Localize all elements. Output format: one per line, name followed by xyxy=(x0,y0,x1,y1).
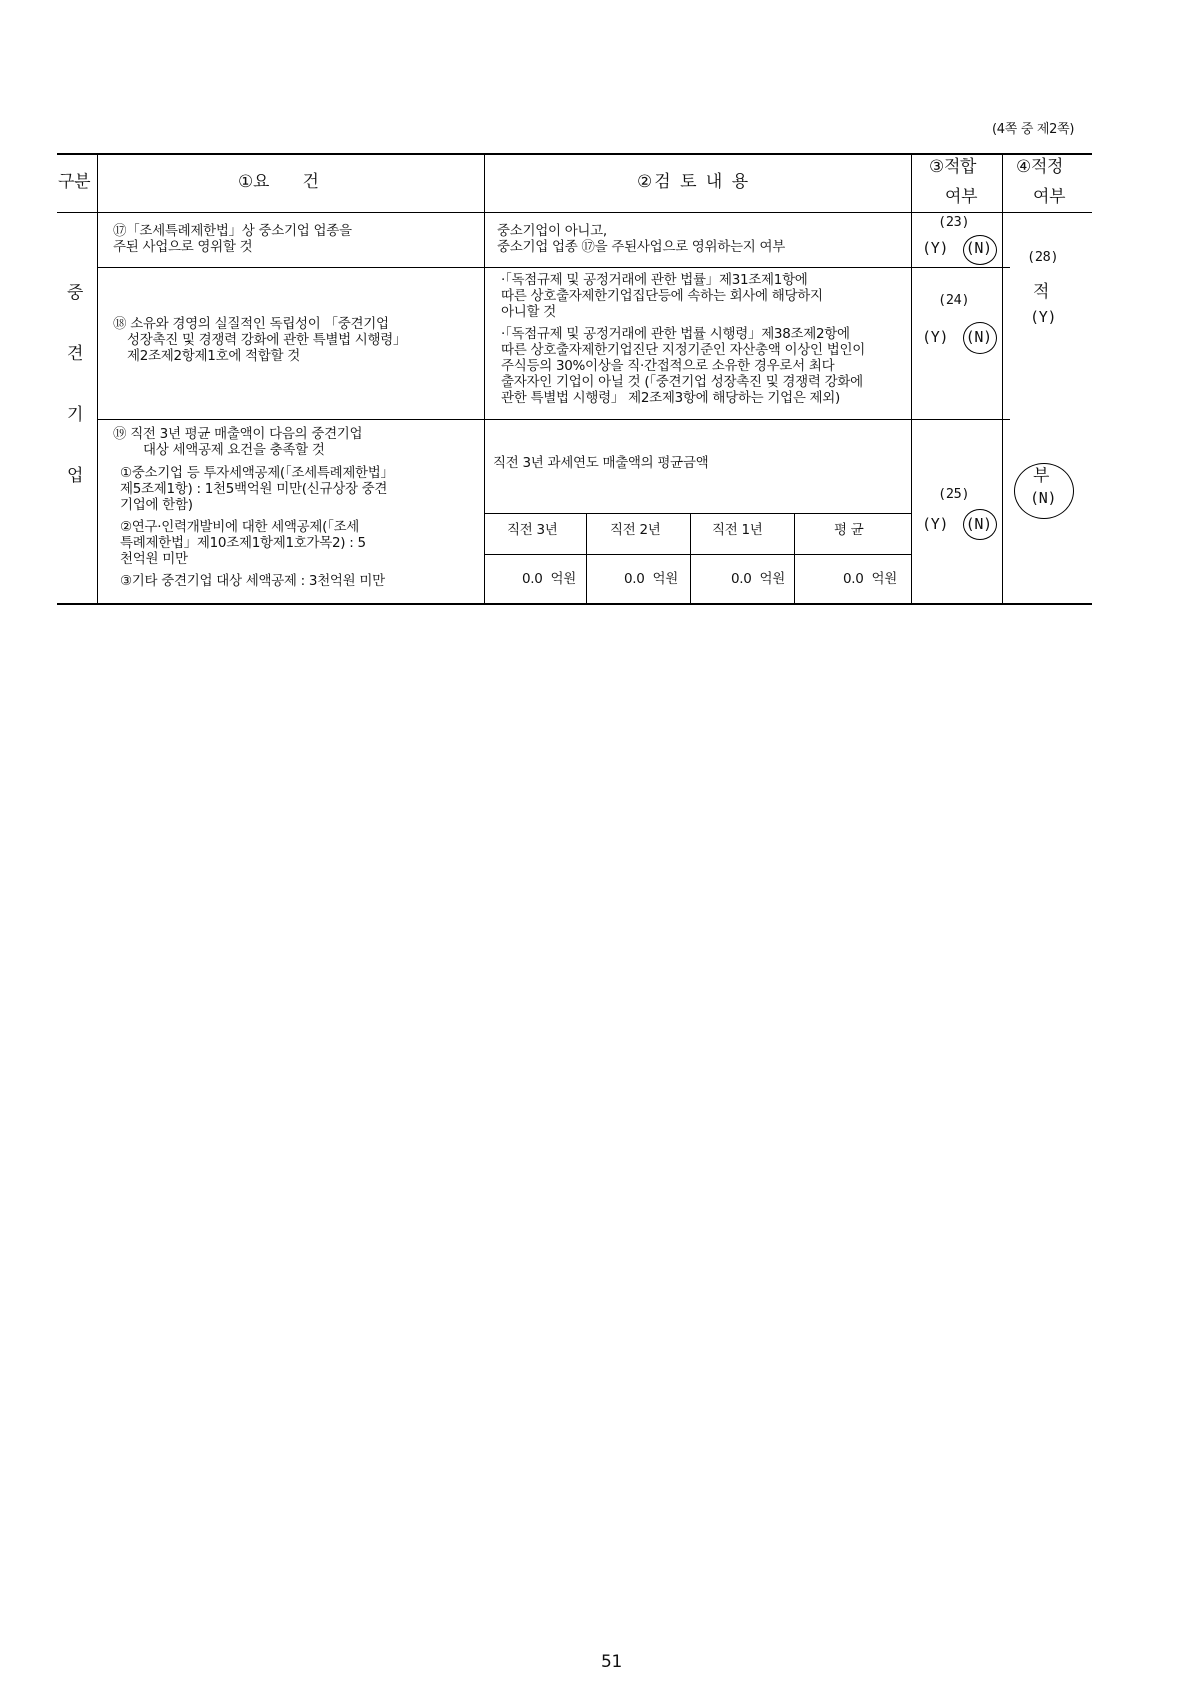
sales-sep-1 xyxy=(586,513,587,603)
sales-value-1y: 0.0 억원 xyxy=(731,571,786,587)
proper-yn-top: (Y) xyxy=(1030,308,1057,326)
category-col-border xyxy=(97,153,98,604)
row3-requirement-line7: 특례제한법」제10조제1항제1호가목2) : 5 xyxy=(120,535,366,551)
row1-code: (23) xyxy=(938,214,970,230)
page-indicator: (4쪽 중 제2쪽) xyxy=(992,122,1075,137)
header-bottom-border xyxy=(57,212,1092,213)
row1-requirement-line1: ⑰「조세특례제한법」상 중소기업 업종을 xyxy=(113,223,352,239)
header-review: ②검 토 내 용 xyxy=(637,172,751,192)
row2-review-line8: 관한 특별법 시행령」 제2조제3항에 해당하는 기업은 제외) xyxy=(501,390,840,406)
row2-review-line2: 따른 상호출자제한기업집단등에 속하는 회사에 해당하지 xyxy=(501,288,823,304)
proper-verdict-bottom: 부 xyxy=(1033,466,1050,486)
row2-review-line6: 주식등의 30%이상을 직·간접적으로 소유한 경우로서 최다 xyxy=(501,358,835,374)
row2-requirement-line3: 제2조제2항제1호에 적합할 것 xyxy=(127,348,301,364)
row2-yn: (Y) (N) xyxy=(922,328,992,346)
row2-selected-n-circle xyxy=(963,322,997,354)
row3-requirement-line4: 제5조제1항) : 1천5백억원 미만(신규상장 중견 xyxy=(120,481,388,497)
sales-header-2y: 직전 2년 xyxy=(610,522,661,538)
row2-bottom-border xyxy=(98,419,1010,420)
sales-sep-3 xyxy=(794,513,795,603)
row3-requirement-line9: ③기타 중견기업 대상 세액공제 : 3천억원 미만 xyxy=(120,573,385,589)
proper-verdict-top: 적 xyxy=(1033,282,1050,302)
header-fit-line2: 여부 xyxy=(945,187,978,207)
sales-top-border xyxy=(485,513,912,514)
proper-code: (28) xyxy=(1027,249,1059,265)
sales-value-avg: 0.0 억원 xyxy=(843,571,898,587)
row3-requirement-line3: ①중소기업 등 투자세액공제(「조세특례제한법」 xyxy=(120,465,394,481)
table-top-border xyxy=(57,153,1092,155)
category-char-4: 업 xyxy=(67,466,84,486)
row3-requirement-line6: ②연구·인력개발비에 대한 세액공제(「조세 xyxy=(120,519,360,535)
row2-review-line4: ·「독점규제 및 공정거래에 관한 법률 시행령」제38조제2항에 xyxy=(501,326,850,342)
sales-value-2y: 0.0 억원 xyxy=(624,571,679,587)
fit-col-border xyxy=(1002,153,1003,604)
sales-value-3y: 0.0 억원 xyxy=(522,571,577,587)
row2-code: (24) xyxy=(938,292,970,308)
sales-header-avg: 평 균 xyxy=(834,522,864,538)
review-col-border xyxy=(911,153,912,604)
row2-requirement-line2: 성장촉진 및 경쟁력 강화에 관한 특별법 시행령」 xyxy=(127,332,407,348)
proper-bottom-circle xyxy=(1014,463,1074,519)
row3-requirement-line2: 대상 세액공제 요건을 충족할 것 xyxy=(143,442,325,458)
sales-header-3y: 직전 3년 xyxy=(507,522,558,538)
row3-requirement-line5: 기업에 한함) xyxy=(120,497,193,513)
row1-bottom-border xyxy=(98,267,1010,268)
category-char-1: 중 xyxy=(67,283,84,303)
header-category: 구분 xyxy=(58,172,91,192)
row2-review-line5: 따른 상호출자제한기업진단 지정기준인 자산총액 이상인 법인이 xyxy=(501,342,865,358)
sales-mid-border xyxy=(485,554,912,555)
category-char-3: 기 xyxy=(67,405,84,425)
page-number: 51 xyxy=(601,1652,623,1672)
row3-requirement-line8: 천억원 미만 xyxy=(120,551,188,567)
row3-yn: (Y) (N) xyxy=(922,515,992,533)
sales-sep-2 xyxy=(690,513,691,603)
sales-header-1y: 직전 1년 xyxy=(712,522,763,538)
header-fit-line1: ③적합 xyxy=(929,157,977,177)
row2-requirement-line1: ⑱ 소유와 경영의 실질적인 독립성이 「중견기업 xyxy=(113,316,389,332)
header-requirement: ①요 건 xyxy=(238,172,319,192)
row1-selected-n-circle xyxy=(963,235,997,265)
row3-requirement-line1: ⑲ 직전 3년 평균 매출액이 다음의 중견기업 xyxy=(113,426,363,442)
row1-yn: (Y) (N) xyxy=(922,239,992,257)
row1-review-line2: 중소기업 업종 ⑰을 주된사업으로 영위하는지 여부 xyxy=(497,239,785,255)
row2-review-line1: ·「독점규제 및 공정거래에 관한 법률」제31조제1항에 xyxy=(501,272,808,288)
requirement-col-border xyxy=(484,153,485,604)
row2-review-line7: 출자자인 기업이 아닐 것 (「중견기업 성장촉진 및 경쟁력 강화에 xyxy=(501,374,863,390)
proper-yn-bottom: (N) xyxy=(1030,489,1057,507)
header-proper-line1: ④적정 xyxy=(1016,157,1064,177)
row3-code: (25) xyxy=(938,486,970,502)
row1-review-line1: 중소기업이 아니고, xyxy=(497,223,607,239)
row3-review-title: 직전 3년 과세연도 매출액의 평균금액 xyxy=(493,455,709,471)
header-proper-line2: 여부 xyxy=(1033,187,1066,207)
table-bottom-border xyxy=(57,603,1092,605)
category-char-2: 견 xyxy=(67,344,84,364)
row1-requirement-line2: 주된 사업으로 영위할 것 xyxy=(113,239,253,255)
row2-review-line3: 아니할 것 xyxy=(501,304,556,320)
row3-selected-n-circle xyxy=(963,509,997,540)
